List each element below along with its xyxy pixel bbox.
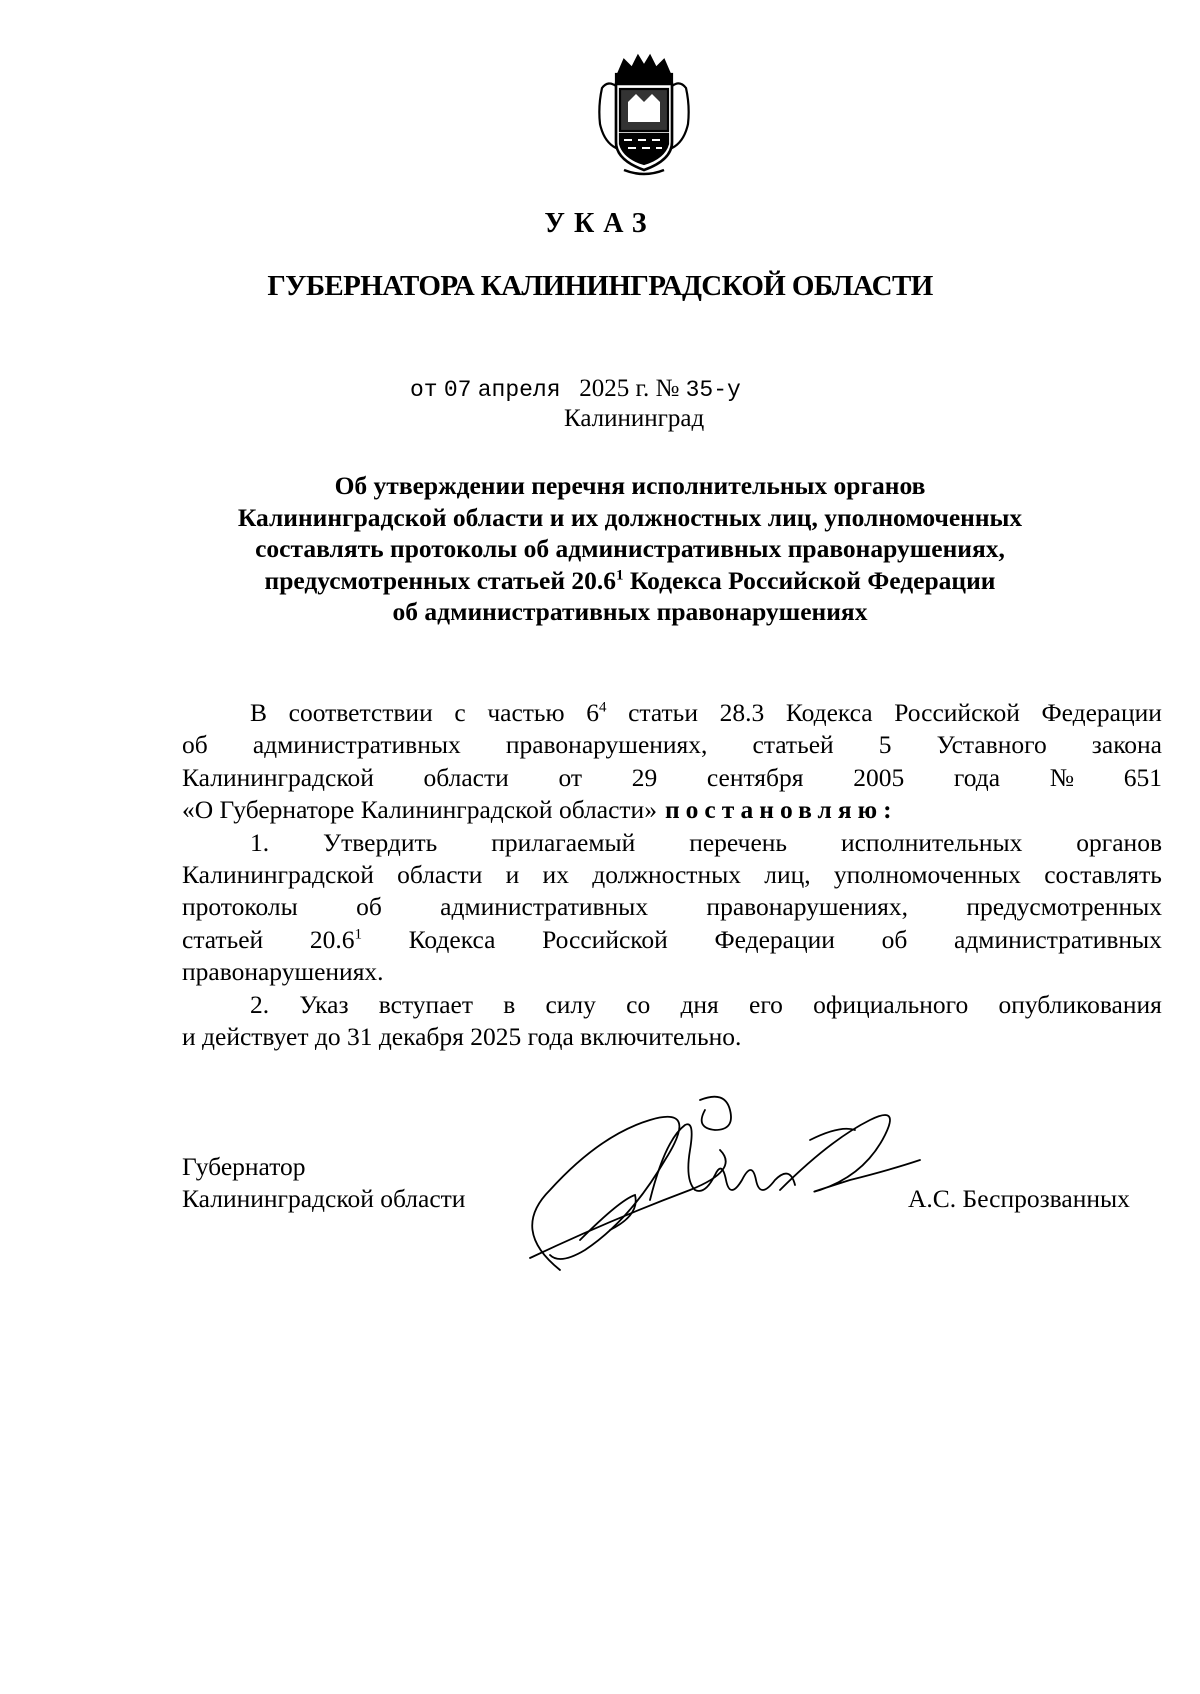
date-number-line bbox=[410, 375, 741, 403]
law-reference: «О Губернаторе Калининградской области» bbox=[182, 795, 657, 825]
body-line bbox=[182, 794, 1162, 826]
heading-line: Об утверждении перечня исполнительных органов bbox=[334, 471, 926, 500]
document-heading bbox=[200, 470, 1060, 628]
date-month: апреля bbox=[477, 377, 561, 403]
number-sign: № bbox=[655, 375, 680, 402]
heading-line: составлять протоколы об административных правонарушениях, bbox=[255, 534, 1005, 563]
handwritten-signature bbox=[490, 1080, 950, 1290]
signatory-title: Губернатор Калининградской области bbox=[182, 1152, 466, 1213]
heading-line: Калининградской области и их должностных лиц, уполномоченных bbox=[237, 502, 1023, 532]
issuer-title: ГУБЕРНАТОРА КАЛИНИНГРАДСКОЙ ОБЛАСТИ bbox=[267, 270, 933, 302]
body-line: 1. Утвердить прилагаемый перечень исполнительных органов bbox=[250, 827, 1162, 857]
date-day: 07 bbox=[443, 377, 472, 403]
body-line: 2. Указ вступает в силу со дня его официального опубликования bbox=[250, 989, 1162, 1019]
body-line: и действует до 31 декабря 2025 года включительно. bbox=[182, 1022, 742, 1052]
body-line: Калининградской области от 29 сентября 2005 года № 651 bbox=[182, 762, 1162, 792]
decree-word: постановляю: bbox=[664, 795, 898, 825]
document-type: УКАЗ bbox=[544, 208, 656, 239]
date-prefix: от bbox=[410, 377, 438, 403]
document-body bbox=[182, 697, 1162, 1053]
body-line: статьей 20.6$^1$ Кодекса Российской Федерации об административных bbox=[182, 924, 1162, 954]
heading-line: об административных правонарушениях bbox=[392, 597, 868, 626]
body-line: об административных правонарушениях, статьей 5 Уставного закона bbox=[182, 730, 1162, 760]
body-line: Калининградской области и их должностных лиц, уполномоченных составлять bbox=[182, 860, 1162, 890]
body-line: В соответствии с частью $6^4$ статьи 28.3 Кодекса Российской Федерации bbox=[250, 698, 1162, 727]
coat-of-arms-icon bbox=[594, 52, 694, 180]
heading-line: предусмотренных статьей 20.6$^1$ Кодекса Российской Федерации bbox=[264, 565, 996, 595]
date-year: 2025 г. bbox=[579, 375, 650, 402]
signatory-name: А.С. Беспрозванных bbox=[908, 1184, 1130, 1213]
body-line: правонарушениях. bbox=[182, 957, 384, 987]
document-number: 35-у bbox=[685, 377, 741, 403]
issue-city: Калининград bbox=[564, 405, 705, 432]
body-line: протоколы об административных правонарушениях, предусмотренных bbox=[182, 892, 1162, 922]
